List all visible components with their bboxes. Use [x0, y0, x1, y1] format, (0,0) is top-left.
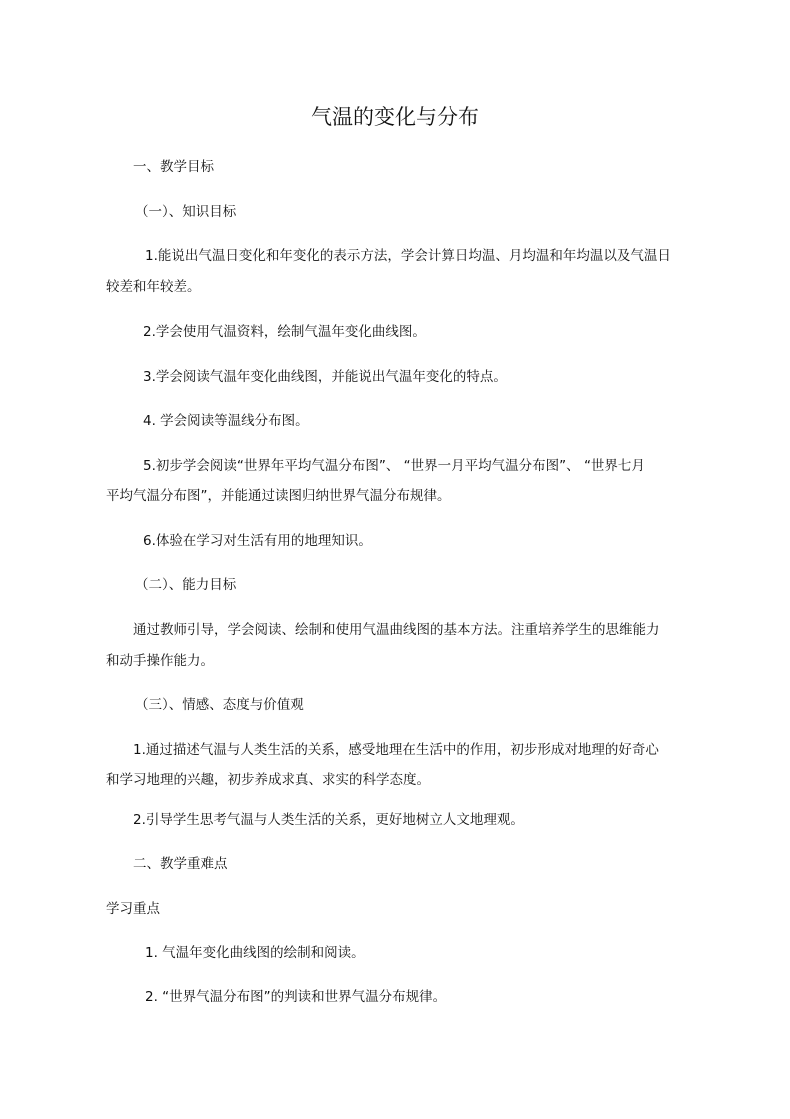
section-heading-teaching-goals: 一、教学目标 [133, 159, 214, 175]
knowledge-item-2: 2.学会使用气温资料，绘制气温年变化曲线图。 [143, 324, 426, 340]
subheading-emotion-goals: （三）、情感、态度与价值观 [135, 697, 304, 713]
knowledge-item-1-line-1: 1.能说出气温日变化和年变化的表示方法，学会计算日均温、月均温和年均温以及气温日 [145, 248, 671, 264]
subheading-ability-goals: （二）、能力目标 [135, 577, 237, 593]
ability-paragraph-line-1: 通过教师引导，学会阅读、绘制和使用气温曲线图的基本方法。注重培养学生的思维能力 [133, 622, 660, 638]
section-heading-key-points: 二、教学重难点 [133, 856, 228, 872]
ability-paragraph-line-2: 和动手操作能力。 [106, 653, 214, 669]
focus-item-1: 1. 气温年变化曲线图的绘制和阅读。 [145, 945, 365, 961]
knowledge-item-1-line-2: 较差和年较差。 [106, 279, 201, 295]
knowledge-item-5-line-1: 5.初步学会阅读“世界年平均气温分布图”、 “世界一月平均气温分布图”、 “世界七月 [143, 458, 645, 474]
emotion-item-1-line-1: 1.通过描述气温与人类生活的关系，感受地理在生活中的作用，初步形成对地理的好奇心 [133, 742, 659, 758]
subheading-learning-focus: 学习重点 [106, 901, 160, 917]
subheading-knowledge-goals: （一）、知识目标 [135, 204, 237, 220]
focus-item-2: 2. “世界气温分布图”的判读和世界气温分布规律。 [145, 989, 447, 1005]
knowledge-item-5-line-2: 平均气温分布图”，并能通过读图归纳世界气温分布规律。 [106, 488, 451, 504]
knowledge-item-3: 3.学会阅读气温年变化曲线图，并能说出气温年变化的特点。 [143, 369, 507, 385]
knowledge-item-4: 4. 学会阅读等温线分布图。 [143, 413, 309, 429]
emotion-item-2: 2.引导学生思考气温与人类生活的关系，更好地树立人文地理观。 [133, 812, 524, 828]
knowledge-item-6: 6.体验在学习对生活有用的地理知识。 [143, 533, 372, 549]
document-title: 气温的变化与分布 [311, 105, 479, 129]
emotion-item-1-line-2: 和学习地理的兴趣，初步养成求真、求实的科学态度。 [106, 772, 430, 788]
